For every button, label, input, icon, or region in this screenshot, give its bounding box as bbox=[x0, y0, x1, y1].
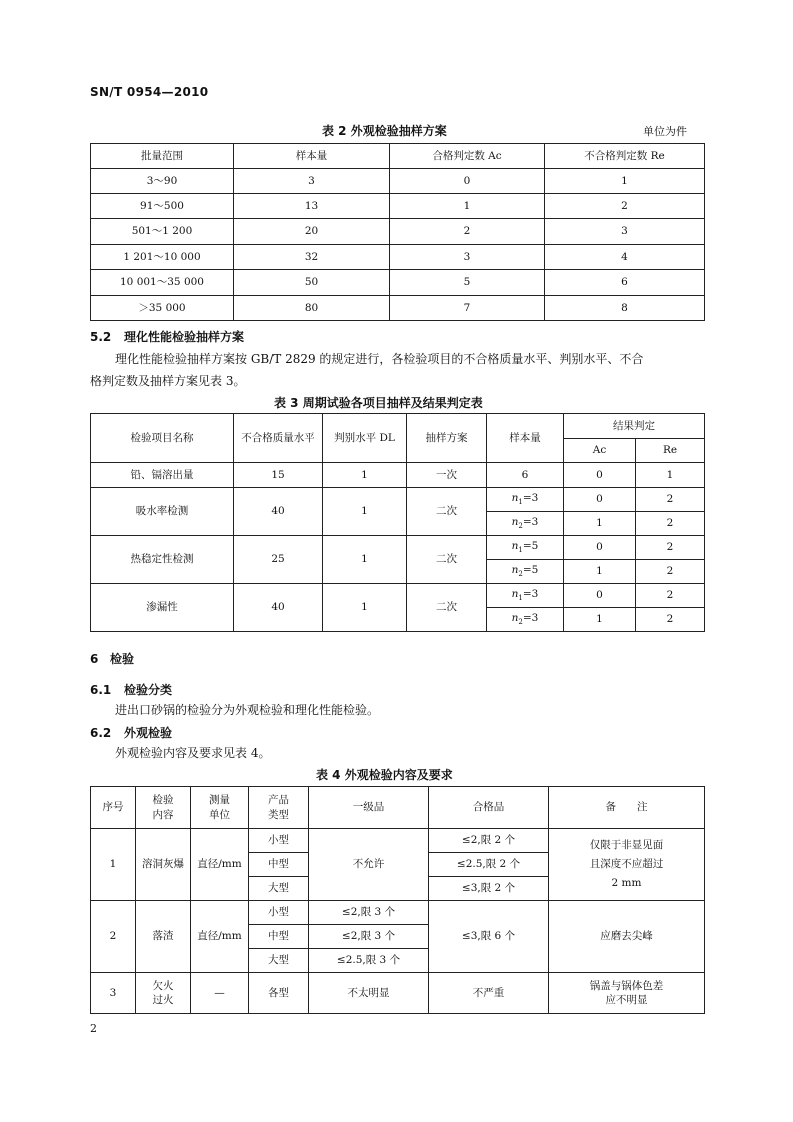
item-line: 欠火 bbox=[152, 979, 174, 992]
table-cell: 32 bbox=[234, 245, 390, 270]
section-title: 检验 bbox=[110, 652, 135, 666]
table-cell: 吸水率检测 bbox=[91, 488, 234, 536]
table-cell: 13 bbox=[234, 194, 390, 219]
table-cell: 3 bbox=[234, 169, 390, 194]
table-cell: 小型 bbox=[249, 829, 309, 853]
table-row bbox=[91, 901, 705, 925]
table-cell: 20 bbox=[234, 219, 390, 245]
table4-header-cell bbox=[136, 787, 191, 829]
table-cell: ≤2,限 3 个 bbox=[309, 901, 429, 925]
table-cell: 3 bbox=[390, 245, 545, 270]
table-cell: 0 bbox=[564, 488, 636, 512]
table-cell: 一次 bbox=[407, 463, 487, 488]
table-cell: 5 bbox=[390, 270, 545, 296]
table-cell: 不严重 bbox=[429, 973, 549, 1014]
table-cell: 50 bbox=[234, 270, 390, 296]
section-title: 理化性能检验抽样方案 bbox=[124, 330, 245, 344]
sample-size-value: =3 bbox=[522, 612, 539, 625]
table4 bbox=[90, 786, 705, 1014]
table-cell: 渗漏性 bbox=[91, 584, 234, 632]
table-cell: $n_1=3$ bbox=[487, 488, 564, 512]
remark-line: 2 mm bbox=[611, 877, 642, 889]
paragraph-line: 格判定数及抽样方案见表 3。 bbox=[90, 374, 246, 388]
table4-header-cell bbox=[191, 787, 249, 829]
table-row bbox=[91, 488, 705, 512]
section-number: 6.2 bbox=[90, 726, 112, 740]
table4-header-cell: 备 注 bbox=[549, 787, 705, 829]
paragraph-line: 外观检验内容及要求见表 4。 bbox=[115, 746, 271, 760]
table-cell: 91～500 bbox=[91, 194, 234, 219]
table-cell: 6 bbox=[545, 270, 705, 296]
table-cell: 1 bbox=[636, 463, 705, 488]
table3-caption: 表 3 周期试验各项目抽样及结果判定表 bbox=[274, 396, 483, 410]
table-cell: 1 bbox=[564, 512, 636, 536]
section-6-1-heading bbox=[90, 681, 172, 698]
table-cell: 落渣 bbox=[136, 901, 191, 973]
table-row bbox=[91, 245, 705, 270]
remark-line: 仅限于非显见面 bbox=[589, 839, 664, 851]
header-line: 内容 bbox=[152, 808, 174, 821]
page-number: 2 bbox=[90, 1022, 97, 1035]
table2 bbox=[90, 143, 705, 321]
table-cell: 7 bbox=[390, 296, 545, 321]
table-cell: 应磨去尖峰 bbox=[549, 901, 705, 973]
table-cell: 二次 bbox=[407, 584, 487, 632]
table-row bbox=[91, 829, 705, 853]
table-cell: 6 bbox=[487, 463, 564, 488]
table-cell: 3～90 bbox=[91, 169, 234, 194]
sample-size-value: =3 bbox=[522, 492, 539, 505]
table-cell: 15 bbox=[234, 463, 323, 488]
table-cell: 铅、镉溶出量 bbox=[91, 463, 234, 488]
sample-size-value: =5 bbox=[522, 540, 539, 553]
table-cell: 不允许 bbox=[309, 829, 429, 901]
table2-header-cell: 批量范围 bbox=[91, 144, 234, 169]
table-cell: 3 bbox=[545, 219, 705, 245]
table-row bbox=[91, 194, 705, 219]
remark-line: 且深度不应超过 bbox=[589, 858, 664, 870]
table-cell: 4 bbox=[545, 245, 705, 270]
table-cell: 80 bbox=[234, 296, 390, 321]
header-line: 产品 bbox=[268, 794, 289, 807]
table-cell: ≤3,限 6 个 bbox=[429, 901, 549, 973]
table4-header-row bbox=[91, 787, 705, 829]
table-cell: $n_2=3$ bbox=[487, 512, 564, 536]
header-line: 检验 bbox=[152, 794, 174, 807]
header-line: 单位 bbox=[209, 808, 230, 821]
table3-header-cell: 样本量 bbox=[487, 414, 564, 463]
table2-header-cell: 样本量 bbox=[234, 144, 390, 169]
table-cell: 1 bbox=[323, 488, 407, 536]
table2-header-cell: 合格判定数 Ac bbox=[390, 144, 545, 169]
table-cell: 1 bbox=[545, 169, 705, 194]
item-line: 过火 bbox=[152, 994, 174, 1006]
sample-size-value: =5 bbox=[522, 564, 539, 577]
remark-line: 锅盖与锅体色差 bbox=[589, 979, 664, 992]
table3-header-cell: Re bbox=[636, 439, 705, 463]
sample-size-value: =3 bbox=[522, 588, 539, 601]
table-cell: ≤2.5,限 3 个 bbox=[309, 949, 429, 973]
section-number: 5.2 bbox=[90, 330, 112, 344]
table-cell: 1 201～10 000 bbox=[91, 245, 234, 270]
table3-header-row bbox=[91, 414, 705, 439]
table-cell: $n_1=3$ bbox=[487, 584, 564, 608]
table-cell: 501～1 200 bbox=[91, 219, 234, 245]
table-cell bbox=[549, 829, 705, 901]
table-cell: 1 bbox=[390, 194, 545, 219]
table-cell: 2 bbox=[545, 194, 705, 219]
table-cell: ≤2.5,限 2 个 bbox=[429, 853, 549, 877]
table-cell: 25 bbox=[234, 536, 323, 584]
header-line: 测量 bbox=[209, 794, 230, 807]
header-line: 类型 bbox=[268, 808, 289, 821]
section-number: 6.1 bbox=[90, 683, 112, 697]
table-cell: 0 bbox=[564, 463, 636, 488]
table-cell: 热稳定性检测 bbox=[91, 536, 234, 584]
table-cell: 大型 bbox=[249, 877, 309, 901]
table-cell: 2 bbox=[636, 584, 705, 608]
table-cell: 0 bbox=[564, 536, 636, 560]
table-row bbox=[91, 296, 705, 321]
table-cell: 8 bbox=[545, 296, 705, 321]
table-row bbox=[91, 270, 705, 296]
table-cell: 2 bbox=[636, 488, 705, 512]
table3-header-cell: 检验项目名称 bbox=[91, 414, 234, 463]
table-cell: 1 bbox=[323, 584, 407, 632]
table4-caption: 表 4 外观检验内容及要求 bbox=[316, 768, 453, 782]
table-cell: 1 bbox=[323, 463, 407, 488]
table-cell: 中型 bbox=[249, 925, 309, 949]
table-cell: ≤3,限 2 个 bbox=[429, 877, 549, 901]
section-number: 6 bbox=[90, 652, 99, 666]
table-cell: 3 bbox=[91, 973, 136, 1014]
table-cell: ＞35 000 bbox=[91, 296, 234, 321]
table3-header-cell: 结果判定 bbox=[564, 414, 705, 439]
table-row bbox=[91, 536, 705, 560]
table-cell: ≤2,限 2 个 bbox=[429, 829, 549, 853]
table-cell: 中型 bbox=[249, 853, 309, 877]
table2-unit: 单位为件 bbox=[643, 125, 687, 138]
table-cell: 10 001～35 000 bbox=[91, 270, 234, 296]
table4-header-cell: 序号 bbox=[91, 787, 136, 829]
table-cell bbox=[136, 973, 191, 1014]
table-cell: 1 bbox=[323, 536, 407, 584]
paragraph-line: 理化性能检验抽样方案按 GB/T 2829 的规定进行，各检验项目的不合格质量水平、判别水平、不合 bbox=[115, 352, 644, 366]
standard-code: SN/T 0954—2010 bbox=[90, 85, 209, 99]
table2-header-row bbox=[91, 144, 705, 169]
table-cell: ≤2,限 3 个 bbox=[309, 925, 429, 949]
table3-header-cell: 判别水平 DL bbox=[323, 414, 407, 463]
table-cell: — bbox=[191, 973, 249, 1014]
table4-header-cell: 一级品 bbox=[309, 787, 429, 829]
section-5-2-heading bbox=[90, 328, 244, 345]
table-cell bbox=[549, 973, 705, 1014]
table-row bbox=[91, 973, 705, 1014]
table3-header-cell: 抽样方案 bbox=[407, 414, 487, 463]
table-cell: 2 bbox=[91, 901, 136, 973]
table-cell: 1 bbox=[564, 608, 636, 632]
table-cell: 2 bbox=[636, 560, 705, 584]
table-cell: 二次 bbox=[407, 488, 487, 536]
table-cell: 1 bbox=[564, 560, 636, 584]
table-cell: 2 bbox=[636, 608, 705, 632]
table3 bbox=[90, 413, 705, 632]
table-cell: $n_1=5$ bbox=[487, 536, 564, 560]
table-cell: 直径/mm bbox=[191, 829, 249, 901]
table-cell: 二次 bbox=[407, 536, 487, 584]
section-title: 外观检验 bbox=[124, 726, 173, 740]
table-cell: 2 bbox=[390, 219, 545, 245]
section-title: 检验分类 bbox=[124, 683, 173, 697]
table2-header-cell: 不合格判定数 Re bbox=[545, 144, 705, 169]
section-6-2-heading bbox=[90, 724, 172, 741]
remark-line: 应不明显 bbox=[605, 994, 648, 1006]
table-cell: 40 bbox=[234, 488, 323, 536]
table4-header-cell: 合格品 bbox=[429, 787, 549, 829]
table3-header-cell: 不合格质量水平 bbox=[234, 414, 323, 463]
table-cell: 0 bbox=[564, 584, 636, 608]
table2-caption: 表 2 外观检验抽样方案 bbox=[322, 124, 447, 138]
table-cell: 不太明显 bbox=[309, 973, 429, 1014]
table-row bbox=[91, 584, 705, 608]
table-cell: 大型 bbox=[249, 949, 309, 973]
paragraph-line: 进出口砂锅的检验分为外观检验和理化性能检验。 bbox=[115, 703, 380, 717]
table-cell: $n_2=3$ bbox=[487, 608, 564, 632]
table-cell: 溶洞灰爆 bbox=[136, 829, 191, 901]
table-row bbox=[91, 169, 705, 194]
table-row bbox=[91, 463, 705, 488]
table-cell: 2 bbox=[636, 536, 705, 560]
table-row bbox=[91, 219, 705, 245]
table-cell: 各型 bbox=[249, 973, 309, 1014]
table-cell: 小型 bbox=[249, 901, 309, 925]
table-cell: 1 bbox=[91, 829, 136, 901]
table-cell: 40 bbox=[234, 584, 323, 632]
table3-header-cell: Ac bbox=[564, 439, 636, 463]
table4-header-cell bbox=[249, 787, 309, 829]
table-cell: 0 bbox=[390, 169, 545, 194]
sample-size-value: =3 bbox=[522, 516, 539, 529]
table-cell: 直径/mm bbox=[191, 901, 249, 973]
table-cell: 2 bbox=[636, 512, 705, 536]
table-cell: $n_2=5$ bbox=[487, 560, 564, 584]
section-6-heading bbox=[90, 650, 134, 667]
